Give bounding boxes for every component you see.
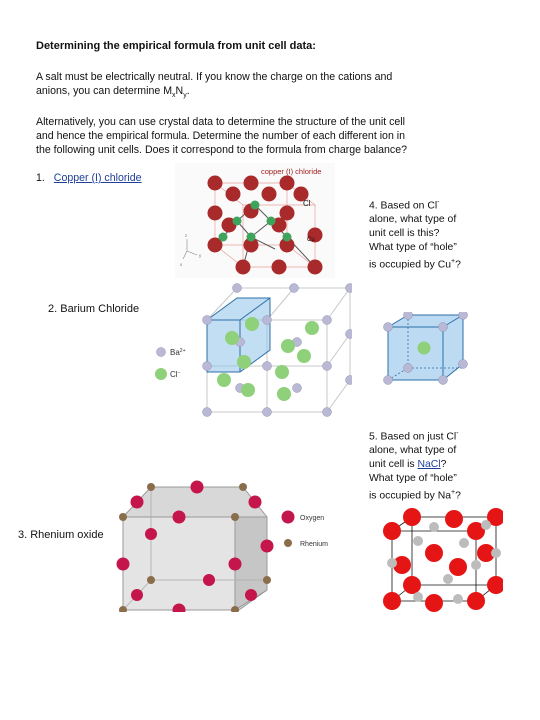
item-copper-chloride: [36, 171, 142, 185]
chloride-legend-swatch: [155, 368, 167, 380]
intro-paragraph: [36, 70, 466, 103]
rhenium-legend: [280, 505, 360, 555]
axis-label-x: x: [180, 262, 183, 267]
item-number: 1.: [36, 172, 45, 184]
copper-chloride-figure: [175, 163, 335, 278]
nacl-link[interactable]: NaCl: [417, 459, 441, 471]
axis-label-z: z: [185, 233, 188, 238]
nacl-figure: [378, 505, 503, 617]
instructions-line-3: the following unit cells. Does it correspond to the formula from charge balance?: [36, 144, 407, 156]
oxygen-legend-swatch: [282, 511, 295, 524]
item-rhenium-oxide: 3. Rhenium oxide: [18, 529, 104, 541]
isolated-barium-cell: [378, 312, 468, 390]
intro-line-1: A salt must be electrically neutral. If you know the charge on the cations and: [36, 71, 393, 83]
copper-figure-heading: copper (I) chloride: [261, 167, 322, 176]
chloride-legend-label: Cl−: [170, 370, 181, 379]
barium-legend: [152, 340, 202, 385]
intro-line-2: anions, you can determine $M_xN_y$.: [36, 85, 190, 100]
instructions-paragraph: [36, 115, 476, 157]
oxygen-legend-label: Oxygen: [300, 515, 325, 522]
rhenium-oxide-figure: [115, 472, 275, 612]
copper-chloride-link[interactable]: Copper (I) chloride: [53, 172, 142, 184]
rhenium-legend-label: Rhenium: [300, 541, 329, 548]
question-5: 5. Based on just Cl- alone, what type of unit cell is NaCl? What type of “hole” is occupied by Na+?: [369, 430, 461, 502]
instructions-line-2: and hence the empirical formula. Determine the number of each different ion in: [36, 130, 406, 142]
axis-label-y: y: [199, 253, 202, 258]
cl-atom-label: Cl: [303, 199, 311, 208]
cu-atom-label: Cu: [307, 237, 315, 243]
question-4: 4. Based on Cl- alone, what type of unit cell is this? What type of “hole” is occupied by Cu+?: [369, 199, 461, 271]
page-title: Determining the empirical formula from unit cell data:: [36, 40, 316, 52]
barium-legend-swatch: [157, 348, 166, 357]
instructions-line-1: Alternatively, you can use crystal data to determine the structure of the unit cell: [36, 116, 406, 128]
item-barium-chloride: 2. Barium Chloride: [48, 303, 140, 315]
barium-legend-label: $Ba^{2+}$: [170, 348, 186, 357]
rhenium-legend-swatch: [284, 539, 292, 547]
